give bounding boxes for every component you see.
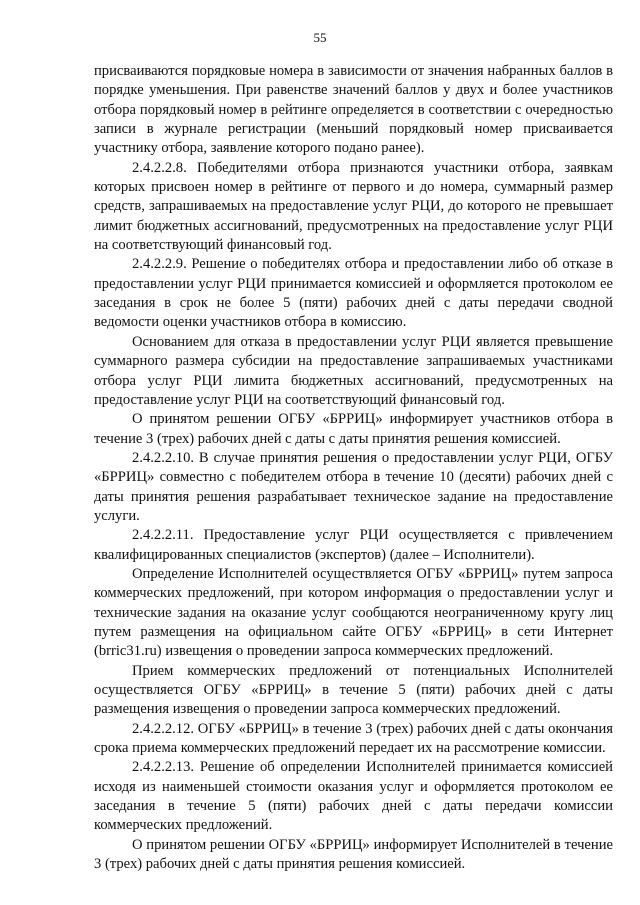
paragraph: Определение Исполнителей осуществляется ОГБУ «БРРИЦ» путем запроса коммерческих предложений, при котором информация о предоставлении услуг и технические задания на оказание услуг сообщаются неограниченному кругу лиц путем размещения на официальном сайте ОГБУ «БРРИЦ» в сети Интернет (brric31.ru) извещения о проведении запроса коммерческих предложений. [94, 565, 613, 660]
paragraph: 2.4.2.2.11. Предоставление услуг РЦИ осуществляется с привлечением квалифицированных специалистов (экспертов) (далее – Исполнители). [94, 527, 613, 563]
paragraph: 2.4.2.2.10. В случае принятия решения о предоставлении услуг РЦИ, ОГБУ «БРРИЦ» совместно с победителем отбора в течение 10 (десяти) рабочих дней с даты принятия решения разрабатывает техническое задание на предоставление услуги. [94, 449, 613, 524]
paragraph: присваиваются порядковые номера в зависимости от значения набранных баллов в порядке уменьшения. При равенстве значений баллов у двух и более участников отбора порядковый номер в рейтинге определяется в соответствии с очередностью записи в журнале регистрации (меньший порядковый номер присваивается участнику отбора, заявление которого подано ранее). [94, 63, 613, 157]
paragraph: О принятом решении ОГБУ «БРРИЦ» информирует участников отбора в течение 3 (трех) рабочих дней с даты с даты принятия решения комиссией. [94, 411, 613, 447]
paragraph: Основанием для отказа в предоставлении услуг РЦИ является превышение суммарного размера субсидии на предоставление запрашиваемых участниками отбора услуг РЦИ лимита бюджетных ассигнований, предусмотренных на предоставление услуг РЦИ на соответствующий финансовый год. [94, 333, 613, 408]
paragraph: 2.4.2.2.8. Победителями отбора признаются участники отбора, заявкам которых присвоен номер в рейтинге от первого и до номера, суммарный размер средств, запрашиваемых на предоставление услуг РЦИ, до которого не превышает лимит бюджетных ассигнований, предусмотренных на предоставление услуг РЦИ на соответствующий финансовый год. [94, 159, 613, 254]
document-body [94, 62, 613, 874]
paragraph: 2.4.2.2.12. ОГБУ «БРРИЦ» в течение 3 (трех) рабочих дней с даты окончания срока приема коммерческих предложений передает их на рассмотрение комиссии. [94, 720, 613, 757]
paragraph: 2.4.2.2.9. Решение о победителях отбора и предоставлении либо об отказе в предоставлении услуг РЦИ принимается комиссией и оформляется протоколом ее заседания в срок не более 5 (пяти) рабочих дней с даты передачи сводной ведомости оценки участников отбора в комиссию. [94, 256, 613, 331]
paragraph: О принятом решении ОГБУ «БРРИЦ» информирует Исполнителей в течение 3 (трех) рабочих дней с даты принятия решения комиссией. [94, 836, 613, 873]
page-number: 55 [313, 30, 327, 45]
paragraph: 2.4.2.2.13. Решение об определении Исполнителей принимается комиссией исходя из наименьшей стоимости оказания услуг и оформляется протоколом ее заседания в течение 5 (пяти) рабочих дней с даты передачи комиссии коммерческих предложений. [94, 759, 613, 834]
paragraph: Прием коммерческих предложений от потенциальных Исполнителей осуществляется ОГБУ «БРРИЦ» в течение 5 (пяти) рабочих дней с даты размещения извещения о проведении запроса коммерческих предложений. [94, 662, 613, 718]
